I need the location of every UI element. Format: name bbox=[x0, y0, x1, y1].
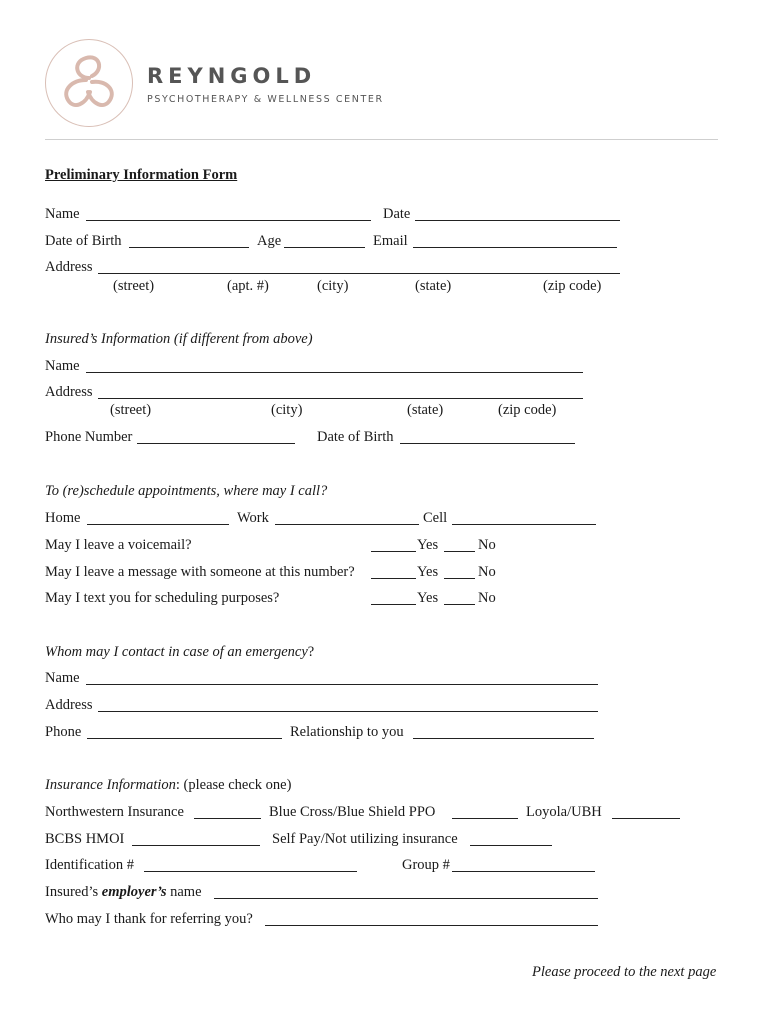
insured-phone-label: Phone Number bbox=[45, 429, 133, 445]
home-label: Home bbox=[45, 510, 81, 526]
dob-label: Date of Birth bbox=[45, 233, 122, 249]
loyola-label: Loyola/UBH bbox=[526, 804, 602, 820]
dob-field[interactable] bbox=[129, 247, 249, 248]
employer-label-pre: Insured’s bbox=[45, 884, 99, 900]
cell-phone-field[interactable] bbox=[452, 524, 596, 525]
emergency-heading bbox=[45, 643, 314, 661]
name-field[interactable] bbox=[86, 220, 371, 221]
date-label: Date bbox=[383, 206, 411, 222]
text-yes-label: Yes bbox=[417, 590, 439, 606]
address-sub-city: (city) bbox=[317, 278, 349, 294]
text-yes-field[interactable] bbox=[371, 604, 416, 605]
insured-dob-field[interactable] bbox=[400, 443, 575, 444]
brand-name: REYNGOLD bbox=[147, 64, 317, 88]
message-no-field[interactable] bbox=[444, 578, 475, 579]
group-field[interactable] bbox=[452, 871, 595, 872]
voicemail-yes-field[interactable] bbox=[371, 551, 416, 552]
employer-label-post: name bbox=[170, 884, 202, 900]
insured-sub-state: (state) bbox=[407, 402, 444, 418]
employer-field[interactable] bbox=[214, 898, 598, 899]
next-page-note: Please proceed to the next page bbox=[532, 964, 717, 980]
relationship-field[interactable] bbox=[413, 738, 594, 739]
loyola-check[interactable] bbox=[612, 818, 680, 819]
northwestern-label: Northwestern Insurance bbox=[45, 804, 184, 820]
insured-sub-street: (street) bbox=[110, 402, 152, 418]
address-label: Address bbox=[45, 259, 93, 275]
selfpay-label: Self Pay/Not utilizing insurance bbox=[272, 831, 458, 847]
employer-label-emph: employer’s bbox=[101, 884, 167, 900]
email-field[interactable] bbox=[413, 247, 617, 248]
insurance-heading-note: : (please check one) bbox=[175, 777, 292, 793]
bcbs-ppo-label: Blue Cross/Blue Shield PPO bbox=[269, 804, 436, 820]
insured-sub-city: (city) bbox=[271, 402, 303, 418]
referral-label: Who may I thank for referring you? bbox=[45, 911, 253, 927]
form-title: Preliminary Information Form bbox=[45, 167, 238, 183]
message-yes-field[interactable] bbox=[371, 578, 416, 579]
identification-field[interactable] bbox=[144, 871, 357, 872]
bcbs-hmo-check[interactable] bbox=[132, 845, 260, 846]
text-question: May I text you for scheduling purposes? bbox=[45, 590, 280, 606]
work-phone-field[interactable] bbox=[275, 524, 419, 525]
address-sub-state: (state) bbox=[415, 278, 452, 294]
text-no-label: No bbox=[478, 590, 496, 606]
selfpay-check[interactable] bbox=[470, 845, 552, 846]
brand-subtitle: PSYCHOTHERAPY & WELLNESS CENTER bbox=[147, 94, 384, 105]
insurance-heading-text: Insurance Information bbox=[45, 777, 176, 793]
group-label: Group # bbox=[402, 857, 450, 873]
insured-heading: Insured’s Information (if different from above) bbox=[45, 331, 313, 347]
employer-label bbox=[45, 883, 202, 901]
address-sub-street: (street) bbox=[113, 278, 155, 294]
voicemail-no-field[interactable] bbox=[444, 551, 475, 552]
northwestern-check[interactable] bbox=[194, 818, 261, 819]
insured-phone-field[interactable] bbox=[137, 443, 295, 444]
emergency-name-field[interactable] bbox=[86, 684, 598, 685]
cell-label: Cell bbox=[423, 510, 448, 526]
work-label: Work bbox=[237, 510, 269, 526]
insured-address-field[interactable] bbox=[98, 398, 583, 399]
logo-knot-icon bbox=[46, 40, 132, 126]
insured-sub-zip: (zip code) bbox=[498, 402, 557, 418]
logo-mark bbox=[45, 39, 133, 127]
insured-name-label: Name bbox=[45, 358, 80, 374]
identification-label: Identification # bbox=[45, 857, 134, 873]
insured-name-field[interactable] bbox=[86, 372, 583, 373]
address-sub-apt: (apt. #) bbox=[227, 278, 269, 294]
address-field[interactable] bbox=[98, 273, 620, 274]
emergency-phone-field[interactable] bbox=[87, 738, 282, 739]
voicemail-question: May I leave a voicemail? bbox=[45, 537, 192, 553]
date-field[interactable] bbox=[415, 220, 620, 221]
bcbs-hmo-label: BCBS HMOI bbox=[45, 831, 125, 847]
insured-address-label: Address bbox=[45, 384, 93, 400]
referral-field[interactable] bbox=[265, 925, 598, 926]
message-yes-label: Yes bbox=[417, 564, 439, 580]
voicemail-no-label: No bbox=[478, 537, 496, 553]
age-label: Age bbox=[257, 233, 282, 249]
relationship-label: Relationship to you bbox=[290, 724, 404, 740]
voicemail-yes-label: Yes bbox=[417, 537, 439, 553]
emergency-name-label: Name bbox=[45, 670, 80, 686]
emergency-heading-text: Whom may I contact in case of an emergency bbox=[45, 644, 308, 660]
insurance-heading bbox=[45, 776, 291, 794]
address-sub-zip: (zip code) bbox=[543, 278, 602, 294]
message-no-label: No bbox=[478, 564, 496, 580]
emergency-phone-label: Phone bbox=[45, 724, 82, 740]
emergency-address-field[interactable] bbox=[98, 711, 598, 712]
name-label: Name bbox=[45, 206, 80, 222]
message-question: May I leave a message with someone at this number? bbox=[45, 564, 355, 580]
text-no-field[interactable] bbox=[444, 604, 475, 605]
home-phone-field[interactable] bbox=[87, 524, 229, 525]
insured-dob-label: Date of Birth bbox=[317, 429, 394, 445]
schedule-heading: To (re)schedule appointments, where may I call? bbox=[45, 483, 328, 499]
header-divider bbox=[45, 139, 718, 140]
emergency-heading-mark: ? bbox=[307, 644, 315, 660]
email-label: Email bbox=[373, 233, 408, 249]
age-field[interactable] bbox=[284, 247, 365, 248]
emergency-address-label: Address bbox=[45, 697, 93, 713]
bcbs-ppo-check[interactable] bbox=[452, 818, 518, 819]
